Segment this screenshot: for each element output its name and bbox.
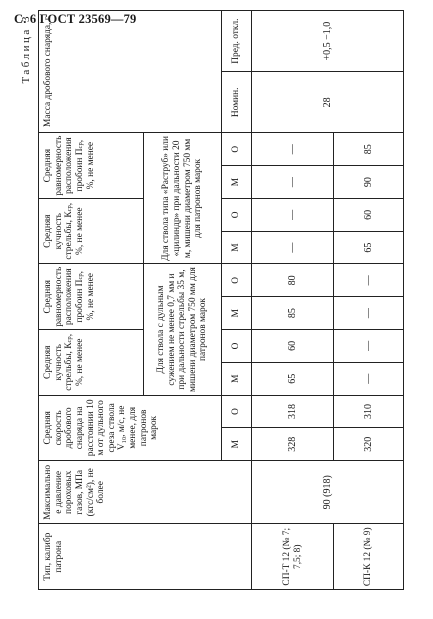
cell-v-m: 328 [252,428,334,461]
cell-p1-m: — [334,297,404,330]
header-g1-uniformity: Средняя равномерность расположения пробоин Пср, %, не менее [39,264,144,330]
mark-o: О [222,264,252,297]
mark-o: О [222,330,252,363]
cell-k1-m: 65 [252,362,334,395]
header-g2-note: Для ствола типа «Раструб» или «цилиндр» при дальности 20 м, мишени диаметром 750 мм для патронов марок [144,133,222,264]
cell-v-o: 318 [252,395,334,428]
header-mass: Масса дробового снаряда, г [39,11,222,133]
cell-k2-o: — [252,198,334,231]
cell-k1-o: 60 [252,330,334,363]
cell-p1-o: — [334,264,404,297]
cell-k2-m: — [252,231,334,264]
mark-o: О [222,198,252,231]
mark-m: М [222,362,252,395]
mark-o: О [222,395,252,428]
mark-m: М [222,428,252,461]
mark-m: М [222,166,252,199]
header-g2-compactness: Средняя кучность стрельбы, Кср, %, не менее [39,198,144,264]
mark-o: О [222,133,252,166]
header-mass-nom: Номин. [222,72,252,133]
row-type: СП-Т 12 (№ 7; 7,5; 8) [252,524,334,590]
table-caption: Таблица 3 [20,14,32,84]
cell-p2-o: — [252,133,334,166]
mark-m: М [222,297,252,330]
cell-p2-m: — [252,166,334,199]
cell-k1-o: — [334,330,404,363]
header-type: Тип, калибр патрона [39,524,252,590]
cell-p2-m: 90 [334,166,404,199]
cell-v-m: 320 [334,428,404,461]
header-g2-uniformity: Средняя равномерность расположения пробоин Пср, %, не менее [39,133,144,199]
cell-p1-o: 80 [252,264,334,297]
header-g1-compactness: Средняя кучность стрельбы, Кср, %, не менее [39,330,144,396]
cell-mass-tol: +0,5 −1,0 [252,11,404,72]
header-velocity: Средняя скорость дробового снаряда на расстоянии 10 м от дульного среза ствола V₁₀, м/с, не менее, для патронов марок [39,395,222,461]
cell-k1-m: — [334,362,404,395]
cell-k2-m: 65 [334,231,404,264]
header-row [39,11,144,590]
rotated-table-block [20,10,420,590]
header-g1-note: Для ствола с дульным сужением не менее 0,7 мм и при дальности стрельбы 35 м, мишени диаметром 750 мм для патронов марок [144,264,222,395]
page-header: С. 6 ГОСТ 23569—79 [14,12,137,26]
table-row [252,11,334,590]
header-mass-tol: Пред. откл. [222,11,252,72]
cell-v-o: 310 [334,395,404,428]
mark-m: М [222,231,252,264]
cell-p2-o: 85 [334,133,404,166]
row-type: СП-К 12 (№ 9) [334,524,404,590]
cell-mass-nom: 28 [252,72,404,133]
row-pressure: 90 (918) [252,461,404,524]
header-pressure: Максимальное давление пороховых газов, МПа (кгс/см²), не более [39,461,252,524]
cell-p1-m: 85 [252,297,334,330]
cell-k2-o: 60 [334,198,404,231]
specs-table [38,10,404,590]
